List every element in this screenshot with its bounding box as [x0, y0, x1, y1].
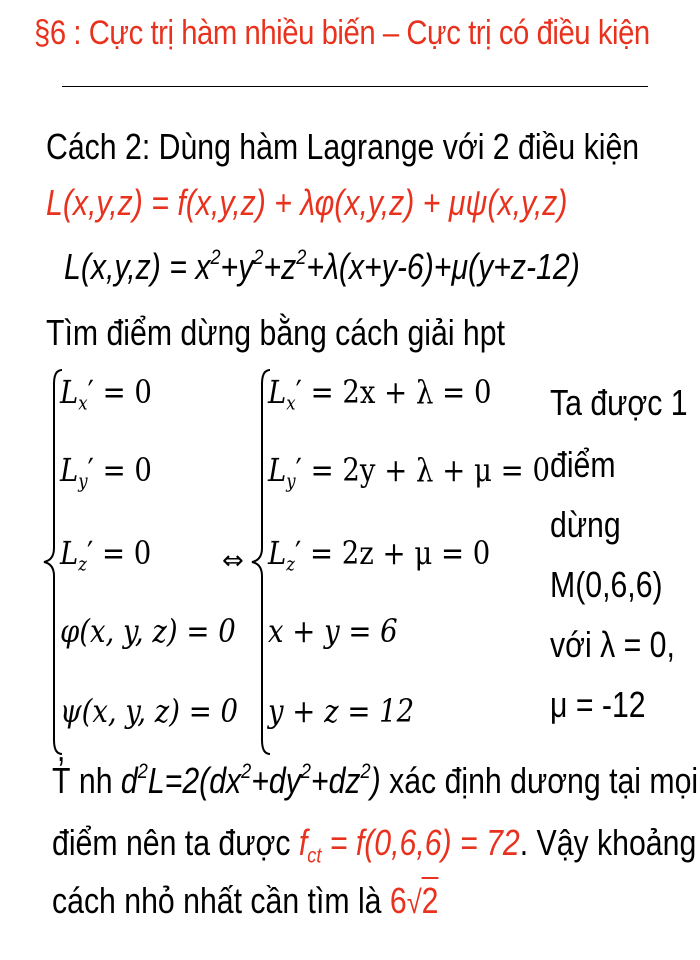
conclusion-line-1: T̓ nh $d^2L=2(dx^2+dy^2+dz^2)$ xác định dương tại mọi [52, 757, 699, 801]
result-line-3: dừng [550, 504, 621, 545]
equivalence-symbol: ⇔ [222, 546, 244, 576]
result-line-4: M(0,6,6) [550, 564, 663, 605]
result-line-6: μ = -12 [550, 684, 646, 725]
left-eq-5: ψ(x, y, z) = 0 [60, 692, 239, 730]
lagrange-general-formula: L(x,y,z) = f(x,y,z) + λφ(x,y,z) + μψ(x,y,z) [46, 182, 568, 223]
find-stationary-text: Tìm điểm dừng bằng cách giải hpt [46, 312, 505, 353]
left-eq-2: $L_y' = 0$ [60, 451, 152, 493]
right-eq-5: y + z = 12 [268, 692, 415, 730]
left-eq-1: $L_x' = 0$ [60, 373, 152, 415]
min-distance-value: 6√2 [390, 880, 439, 921]
conclusion-line-2: điểm nên ta được $f_{ct} = f(0,6,6) = 72$. Vậy khoảng [52, 822, 697, 868]
right-eq-1: $L_x' = 2x + \lambda = 0$ [268, 373, 492, 415]
method-heading: Cách 2: Dùng hàm Lagrange với 2 điều kiện [46, 126, 640, 167]
right-eq-4: x + y = 6 [268, 612, 398, 650]
left-eq-4: φ(x, y, z) = 0 [60, 612, 236, 650]
conclusion-line-3: cách nhỏ nhất cần tìm là 6√2 [52, 880, 438, 922]
right-eq-2: $L_y' = 2y + \lambda + \mu = 0$ [268, 451, 550, 493]
result-line-1: Ta được 1 [550, 382, 688, 423]
left-eq-3: $L_z' = 0$ [60, 534, 152, 576]
right-eq-3: $L_z' = 2z + \mu = 0$ [268, 534, 491, 576]
lagrange-specific-formula: $L(x,y,z) = x^2+y^2+z^2+\lambda(x+y-6)+\mu(y+z-12)$ [64, 243, 580, 287]
result-line-5: với λ = 0, [550, 624, 675, 665]
result-line-2: điểm [550, 444, 616, 485]
slide-title: §6 : Cực trị hàm nhiều biến – Cực trị có điều kiện [34, 14, 650, 52]
